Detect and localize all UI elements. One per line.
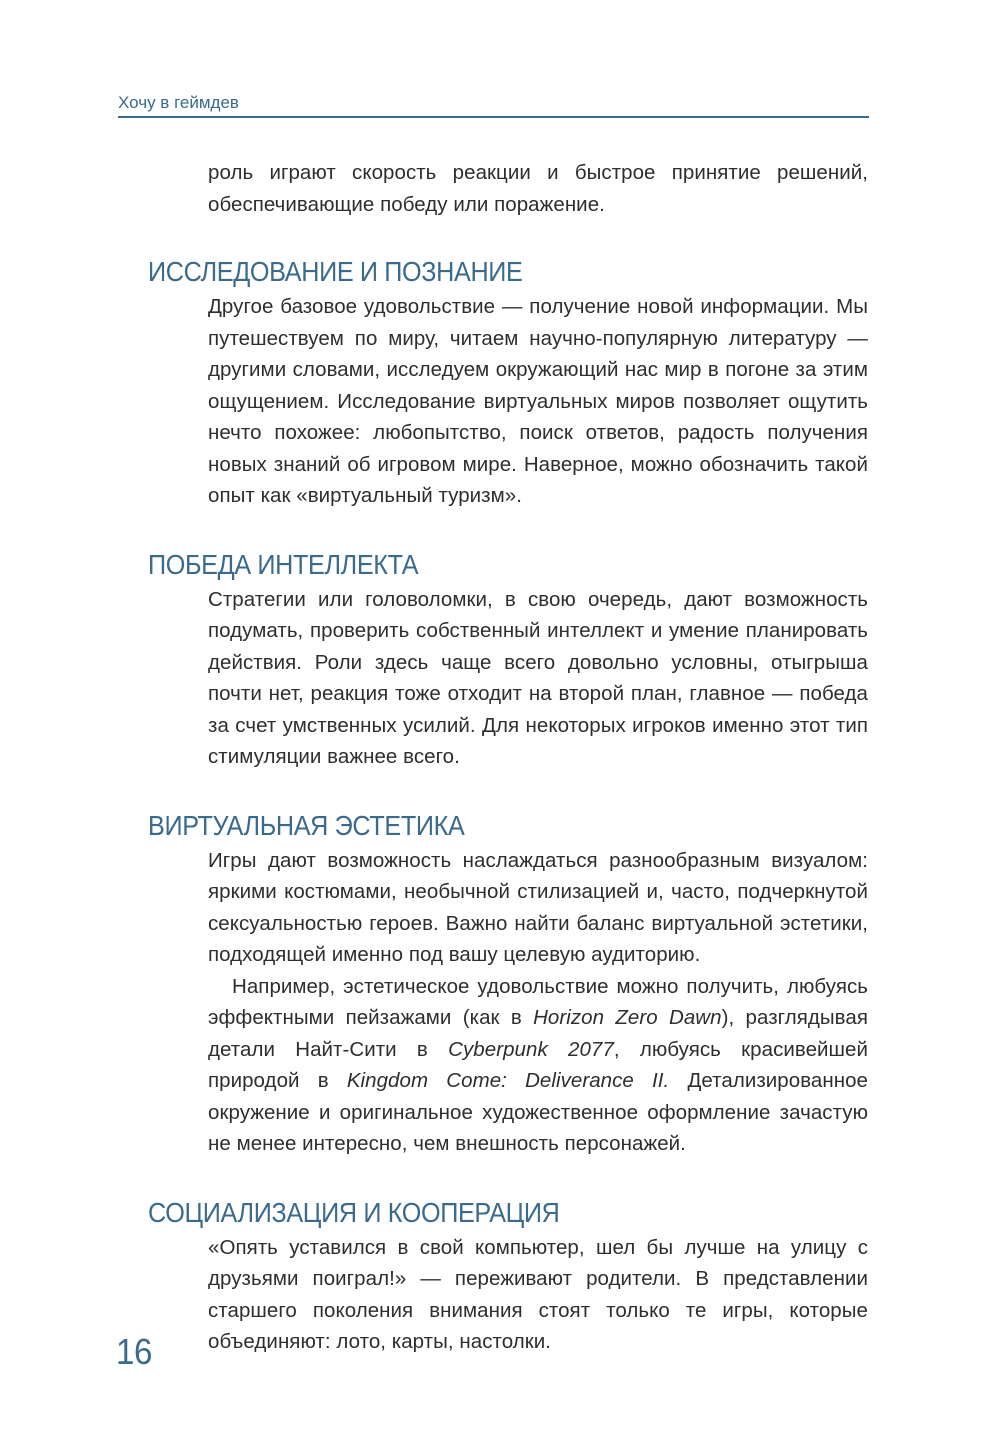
intro-paragraph: роль играют скорость реакции и быстрое принятие решений, обеспечивающие победу или поражение.	[208, 161, 868, 216]
game-title-horizon: Horizon Zero Dawn	[533, 1006, 722, 1029]
section-paragraph-exploration: Другое базовое удовольствие — получение новой информации. Мы путешествуем по миру, читаем научно-популярную литературу — другими словами, исследуем окружающий нас мир в погоне за этим ощущением. Исследование виртуальных миров позволяет ощутить нечто похожее: любопытство, поиск ответов, радость получения новых знаний об игровом мире. Наверное, можно обозначить такой опыт как «виртуальный туризм».	[208, 295, 868, 507]
section-paragraph-intellect: Стратегии или головоломки, в свою очередь, дают возможность подумать, проверить собственный интеллект и умение планировать действия. Роли здесь чаще всего довольно условны, отыгрыша почти нет, реакция тоже отходит на второй план, главное — победа за счет умственных усилий. Для некоторых игроков именно этот тип стимуляции важнее всего.	[208, 587, 868, 768]
section-heading-socialization: СОЦИАЛИЗАЦИЯ И КООПЕРАЦИЯ	[148, 1196, 560, 1228]
running-header	[118, 92, 869, 118]
section-paragraph-aesthetics: Игры дают возможность наслаждаться разнообразным визуалом: яркими костюмами, необычной стилизацией и, часто, подчеркнутой сексуальностью героев. Важно найти баланс виртуальной эстетики, подходящей именно под вашу целевую аудиторию.	[208, 848, 868, 966]
examples-text-4: Детализированное окружение и оригинальное художественное оформление зачастую не менее интересно, чем внешность персонажей.	[208, 1069, 869, 1155]
examples-text-2: ), разглядывая детали Найт-Сити в	[208, 1006, 868, 1061]
page-number: 16	[116, 1331, 152, 1372]
examples-text-1: Например, эстетическое удовольствие можно получить, любуясь эффектными пейзажами (как в	[208, 974, 868, 1029]
section-paragraph-socialization: «Опять уставился в свой компьютер, шел бы лучше на улицу с друзьями поиграл!» — переживают родители. В представлении старшего поколения внимания стоят только те игры, которые объединяют: лото, карты, настолки.	[208, 1235, 868, 1353]
examples-text-3: , любуясь красивейшей природой в	[208, 1037, 868, 1092]
game-title-cyberpunk: Cyberpunk 2077	[448, 1037, 614, 1061]
running-header-title: Хочу в геймдев	[118, 93, 239, 112]
section-heading-exploration: ИССЛЕДОВАНИЕ И ПОЗНАНИЕ	[148, 256, 523, 287]
page-content	[148, 157, 869, 1358]
section-paragraph-aesthetics-examples	[208, 971, 868, 1160]
section-heading-intellect: ПОБЕДА ИНТЕЛЛЕКТА	[148, 548, 419, 580]
section-heading-aesthetics: ВИРТУАЛЬНАЯ ЭСТЕТИКА	[148, 809, 465, 841]
game-title-kingdom-come: Kingdom Come: Deliverance II.	[346, 1069, 670, 1092]
